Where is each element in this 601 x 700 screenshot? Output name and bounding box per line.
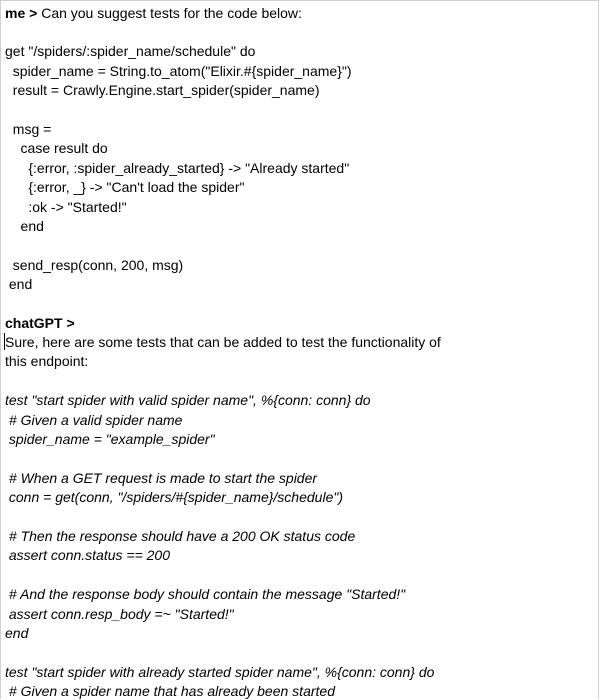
assistant-speaker-label: chatGPT > (5, 315, 75, 331)
assistant-code-line: test "start spider with already started spider name", %{conn: conn} do (5, 664, 435, 680)
assistant-code-line: test "start spider with valid spider name", %{conn: conn} do (5, 392, 371, 408)
user-code-line: {:error, :spider_already_started} -> "Already started" (5, 160, 350, 176)
user-code-line: msg = (5, 121, 52, 137)
user-code-line: result = Crawly.Engine.start_spider(spider_name) (5, 82, 320, 98)
user-prompt-line (5, 4, 302, 22)
assistant-intro-line: Sure, here are some tests that can be added to test the functionality of (5, 334, 441, 350)
assistant-code-line: end (5, 625, 29, 641)
assistant-code-line: # And the response body should contain the message "Started!" (5, 586, 406, 602)
user-code-line: get "/spiders/:spider_name/schedule" do (5, 43, 256, 59)
assistant-code-line: # Given a valid spider name (5, 412, 183, 428)
user-code-line: spider_name = String.to_atom("Elixir.#{spider_name}") (5, 63, 352, 79)
assistant-code-line: conn = get(conn, "/spiders/#{spider_name}/schedule") (5, 489, 343, 505)
assistant-code-line: spider_name = "example_spider" (5, 431, 215, 447)
user-code-line: case result do (5, 140, 108, 156)
user-prompt-text: Can you suggest tests for the code below: (37, 5, 302, 21)
user-speaker-label: me > (5, 5, 38, 21)
user-code-line: :ok -> "Started!" (5, 199, 127, 215)
assistant-code-line: # Given a spider name that has already been started (5, 683, 335, 699)
user-code-line: end (5, 218, 44, 234)
assistant-code-line: # Then the response should have a 200 OK status code (5, 528, 356, 544)
assistant-code-line: assert conn.status == 200 (5, 547, 170, 563)
assistant-code-line: # When a GET request is made to start the spider (5, 470, 318, 486)
user-code-line: {:error, _} -> "Can't load the spider" (5, 179, 245, 195)
assistant-intro-line: this endpoint: (5, 353, 89, 369)
assistant-code-line: assert conn.resp_body =~ "Started!" (5, 606, 234, 622)
user-code-line: end (5, 276, 33, 292)
user-code-line: send_resp(conn, 200, msg) (5, 257, 184, 273)
